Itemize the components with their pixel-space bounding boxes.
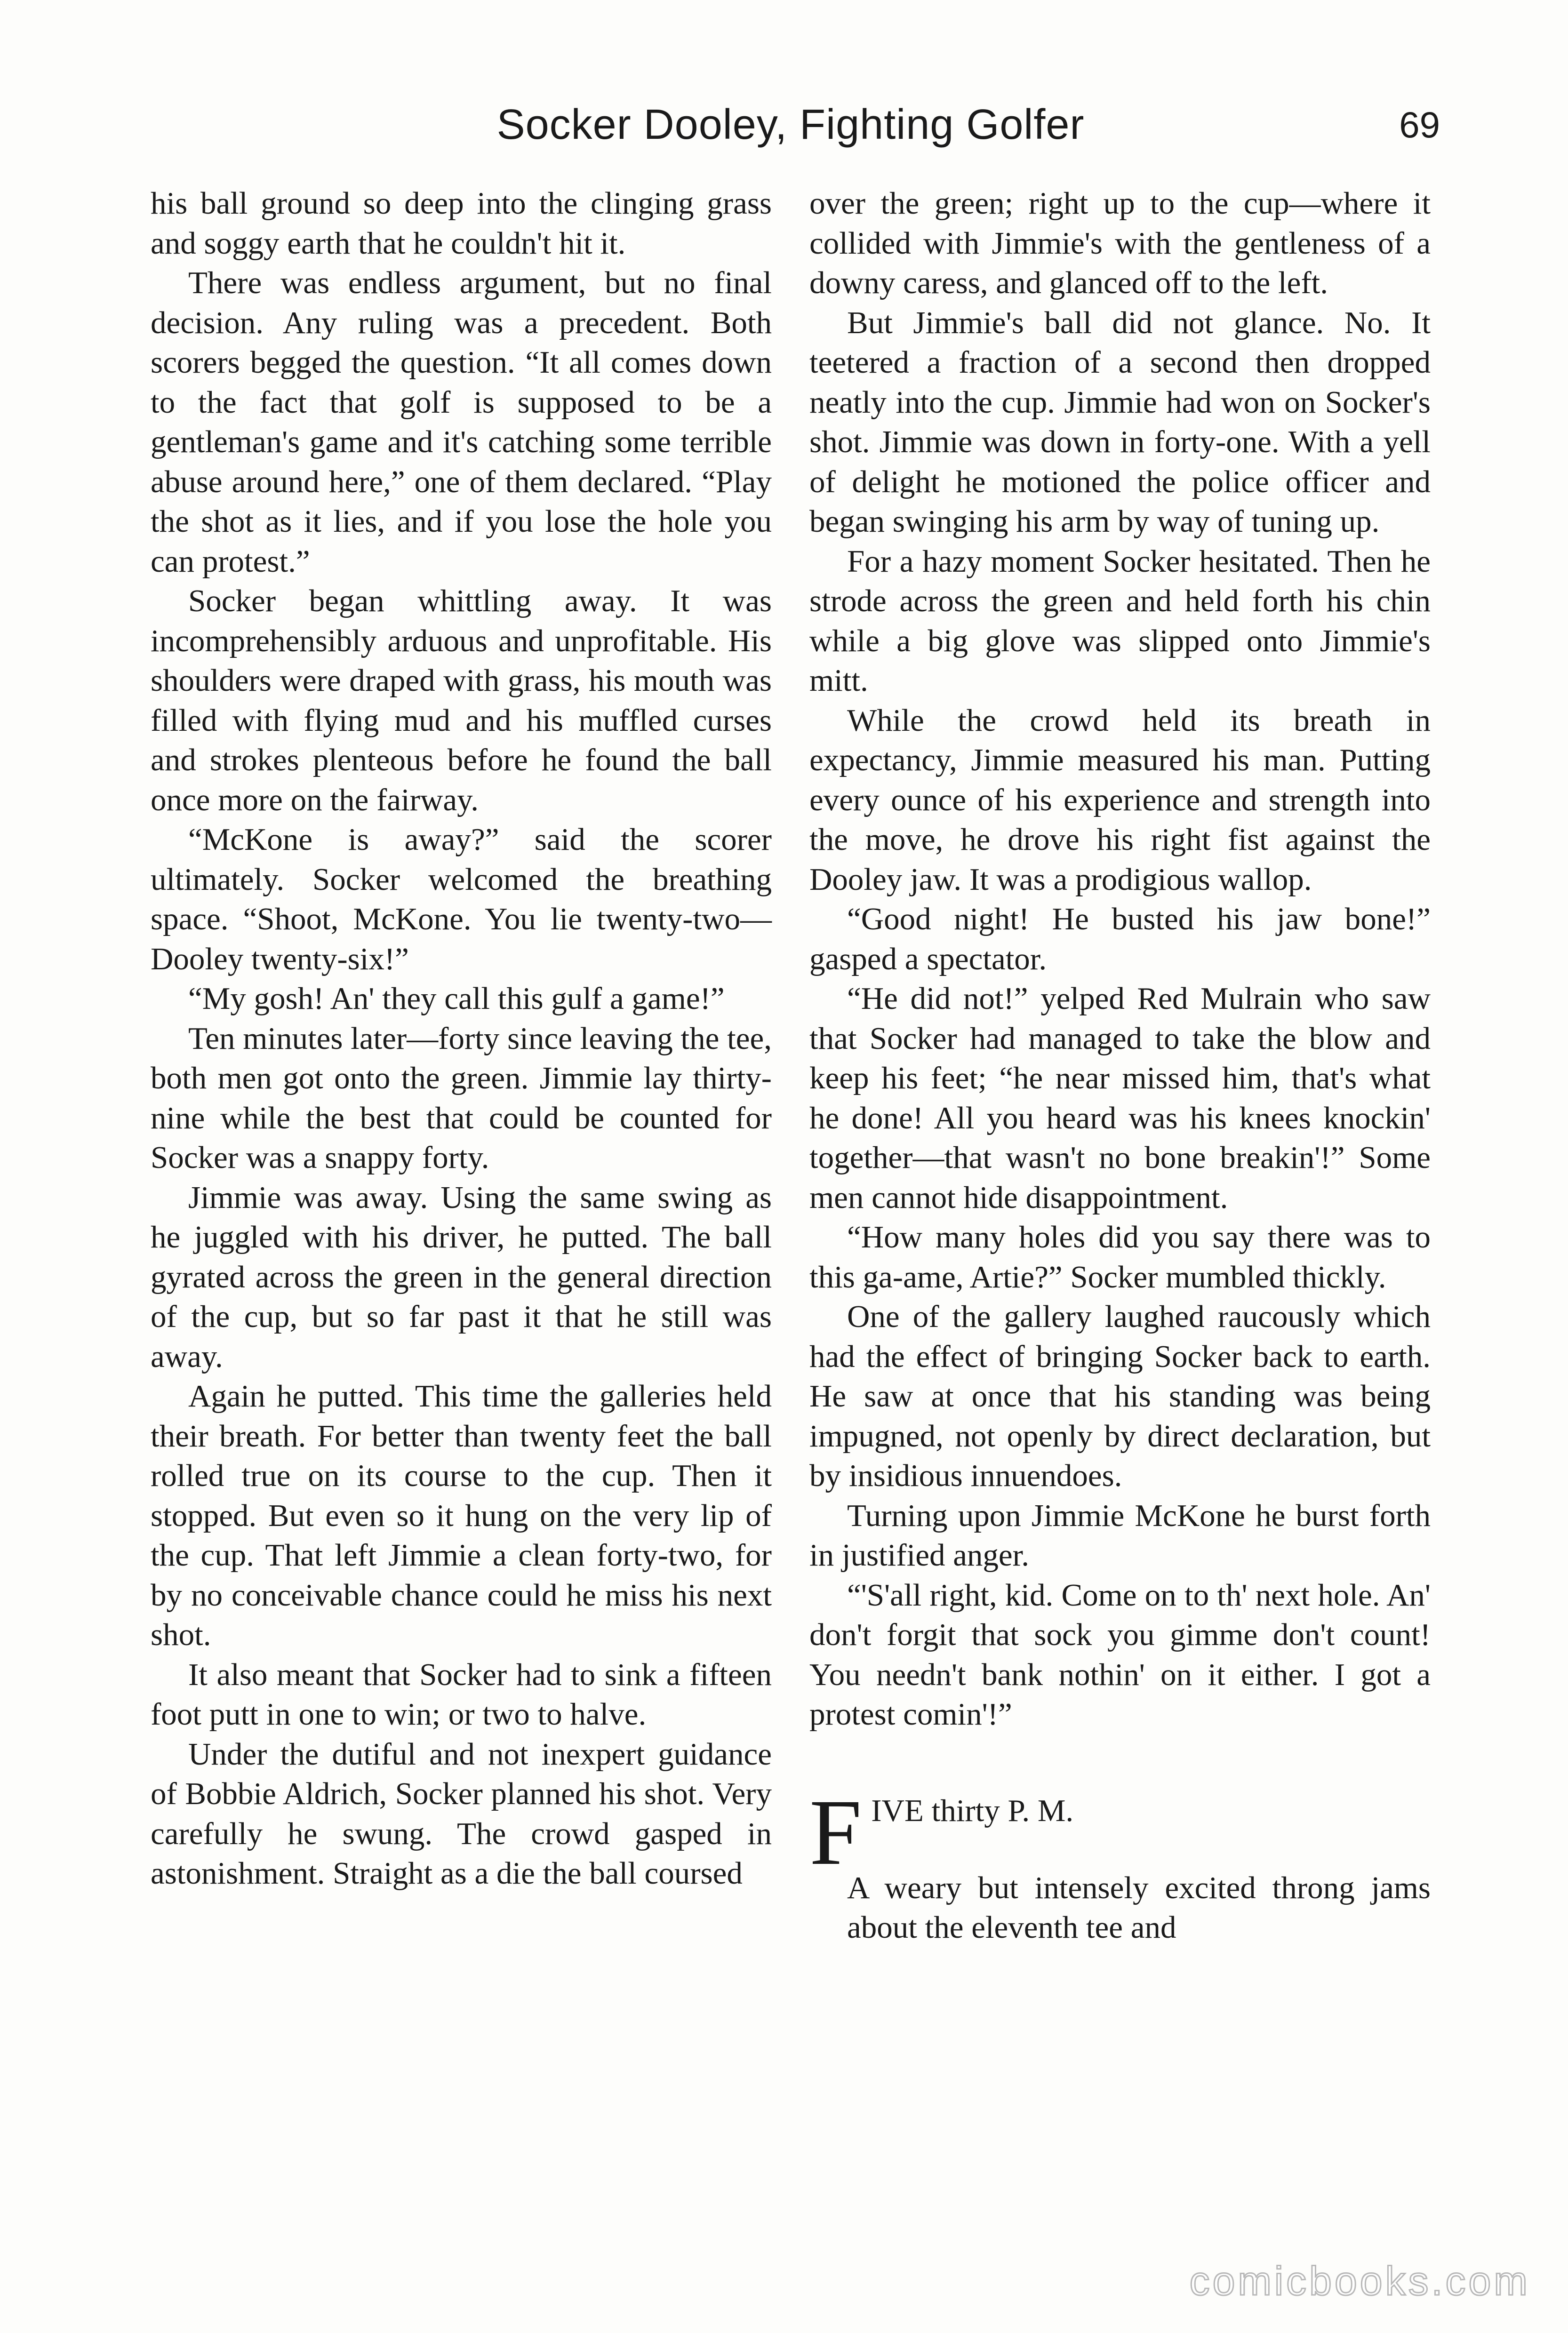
paragraph: While the crowd held its breath in expectancy, Jimmie measured his man. Putting every ounce of his experience and strength into the move, he drove his right fist against the Dooley jaw. It was a prodigious wallop.: [809, 703, 1431, 897]
paragraph: “Good night! He busted his jaw bone!” gasped a spectator.: [809, 902, 1431, 976]
right-column: [809, 184, 1431, 1948]
paragraph: Ten minutes later—forty since leaving the tee, both men got onto the green. Jimmie lay thirty-nine while the best that could be counted for Socker was a snappy forty.: [151, 1021, 772, 1175]
paragraph: For a hazy moment Socker hesitated. Then he strode across the green and held forth his chin while a big glove was slipped onto Jimmie's mitt.: [809, 543, 1431, 698]
running-title: Socker Dooley, Fighting Golfer: [496, 101, 1085, 148]
page-header: [141, 85, 1440, 165]
section-start: [809, 1780, 1431, 1948]
paragraph: But Jimmie's ball did not glance. No. It teetered a fraction of a second then dropped neatly into the cup. Jimmie had won on Socker's shot. Jimmie was down in forty-one. With a yell of delight he motioned the police officer and began swinging his arm by way of tuning up.: [809, 305, 1431, 539]
drop-cap: F: [809, 1780, 862, 1885]
paragraph: Socker began whittling away. It was incomprehensibly arduous and unprofitable. His shoulders were draped with grass, his mouth was filled with flying mud and his muffled curses and strokes plenteous before he found the ball once more on the fairway.: [151, 583, 772, 817]
paragraph: It also meant that Socker had to sink a fifteen foot putt in one to win; or two to halve.: [151, 1657, 772, 1732]
paragraph: “McKone is away?” said the scorer ultimately. Socker welcomed the breathing space. “Shoot, McKone. You lie twenty-two—Dooley twenty-six!”: [151, 822, 772, 976]
paragraph: over the green; right up to the cup—where it collided with Jimmie's with the gentleness of a downy caress, and glanced off to the left.: [809, 186, 1431, 300]
paragraph: “How many holes did you say there was to this ga-ame, Artie?” Socker mumbled thickly.: [809, 1220, 1431, 1294]
watermark: comicbooks.com: [1189, 2259, 1530, 2304]
paragraph: Turning upon Jimmie McKone he burst forth in justified anger.: [809, 1498, 1431, 1573]
paragraph: “He did not!” yelped Red Mulrain who saw that Socker had managed to take the blow and keep his feet; “he near missed him, that's what he done! All you heard was his knees knockin' together—that wasn't no bone breakin'!” Some men cannot hide disappointment.: [809, 981, 1431, 1215]
paragraph: Again he putted. This time the galleries held their breath. For better than twenty feet the ball rolled true on its course to the cup. Then it stopped. But even so it hung on the very lip of the cup. That left Jimmie a clean forty-two, for by no conceivable chance could he miss his next shot.: [151, 1379, 772, 1652]
paragraph: “My gosh! An' they call this gulf a game!”: [188, 981, 725, 1016]
paragraph: Jimmie was away. Using the same swing as he juggled with his driver, he putted. The ball gyrated across the green in the general direction of the cup, but so far past it that he still was away.: [151, 1180, 772, 1374]
paragraph: One of the gallery laughed raucously which had the effect of bringing Socker back to earth. He saw at once that his standing was being impugned, not openly by direct declaration, but by insidious innuendoes.: [809, 1299, 1431, 1493]
left-column: [151, 184, 772, 1894]
paragraph: “'S'all right, kid. Come on to th' next hole. An' don't forgit that sock you gimme don't count! You needn't bank nothin' on it either. I got a protest comin'!”: [809, 1577, 1431, 1732]
page-number: 69: [1399, 104, 1440, 145]
section-first-line: IVE thirty P. M.: [871, 1793, 1074, 1828]
section-continuation: A weary but intensely excited throng jams about the eleventh tee and: [847, 1870, 1431, 1945]
paragraph: his ball ground so deep into the clinging grass and soggy earth that he couldn't hit it.: [151, 186, 772, 261]
paragraph: Under the dutiful and not inexpert guidance of Bobbie Aldrich, Socker planned his shot. Very carefully he swung. The crowd gasped in astonishment. Straight as a die the ball coursed: [151, 1736, 772, 1891]
paragraph: There was endless argument, but no final decision. Any ruling was a precedent. Both scorers begged the question. “It all comes down to the fact that golf is supposed to be a gentleman's game and it's catching some terrible abuse around here,” one of them declared. “Play the shot as it lies, and if you lose the hole you can protest.”: [151, 265, 772, 579]
